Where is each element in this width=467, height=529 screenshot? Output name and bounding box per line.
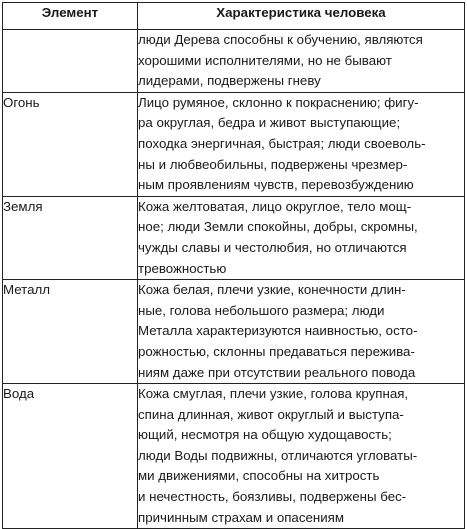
description-line: ющий, несмотря на общую худощавость; [138,427,392,443]
description-line: люди Воды подвижны, отличаются угловаты- [138,447,418,463]
description-line: ные, голова небольшого размера; люди [138,302,385,318]
table-row [3,280,465,384]
element-cell [3,30,138,93]
header-characteristic: Характеристика человека [138,3,465,30]
description-line: люди Дерева способны к обучению, являются [138,32,423,47]
table-row [3,196,465,279]
description-line: лидерами, подвержены гневу [138,73,321,89]
table-row [3,384,465,529]
description-line: Лицо румяное, склонно к покраснению; фигу- [138,94,419,110]
description-line: ны и любвеобильны, подвержены чрезмер- [138,156,408,172]
description-line: хорошими исполнителями, но не бывают [138,52,392,68]
description-cell [138,196,465,279]
description-line: ниям даже при отсутствии реального повода [138,364,416,380]
description-line: Кожа смуглая, плечи узкие, голова крупная, [138,386,409,402]
description-line: Кожа белая, плечи узкие, конечности длин- [138,282,406,298]
description-line: ным проявлениям чувств, перевозбуждению [138,177,414,193]
table-row [3,30,465,93]
elements-table [2,2,465,529]
description-line: Металла характеризуются наивностью, осто- [138,323,418,339]
table-header-row [3,3,465,30]
description-line: спина длинная, живот округлый и выступа- [138,406,404,422]
description-line: ра округлая, бедра и живот выступающие; [138,115,401,131]
description-line: чужды славы и честолюбия, но отличаются [138,239,407,255]
table-row [3,92,465,196]
description-line: походка энергичная, быстрая; люди своеволь- [138,135,426,151]
element-cell: Металл [3,280,138,384]
element-cell: Земля [3,196,138,279]
description-cell [138,384,465,529]
description-cell [138,30,465,93]
element-cell: Вода [3,384,138,529]
description-line: причинным страхам и опасениям [138,509,344,525]
description-line: и нечестность, боязливы, подвержены бес- [138,489,407,505]
description-line: ное; люди Земли спокойны, добры, скромны, [138,219,418,235]
description-line: рожностью, склонны предаваться пережива- [138,343,415,359]
description-cell [138,280,465,384]
element-cell: Огонь [3,92,138,196]
description-line: Кожа желтоватая, лицо округлое, тело мощ- [138,198,412,214]
description-line: ми движениями, способны на хитрость [138,468,380,484]
description-line: тревожностью [138,260,227,276]
header-element: Элемент [3,3,138,30]
description-cell [138,92,465,196]
